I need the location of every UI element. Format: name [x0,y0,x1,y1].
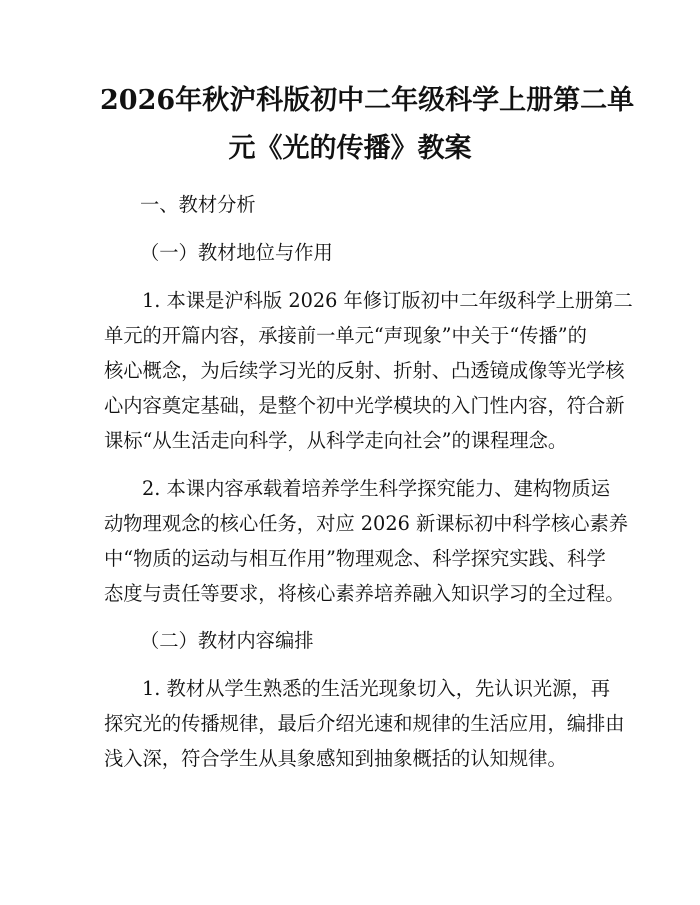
section-heading-materials-analysis: 一、教材分析 [140,193,256,216]
paragraph-line: 动物理观念的核心任务，对应 2026 新课标初中科学核心素养 [104,512,629,535]
document-title-line-1: 2026年秋沪科版初中二年级科学上册第二单 [100,85,635,116]
subsection-heading-content-arrangement: （二）教材内容编排 [140,629,314,652]
paragraph-line: 单元的开篇内容，承接前一单元“声现象”中关于“传播”的 [104,324,587,347]
document-title-line-2: 元《光的传播》教案 [228,133,472,164]
paragraph-line: 1. 本课是沪科版 2026 年修订版初中二年级科学上册第二 [142,289,633,312]
paragraph-line: 课标“从生活走向科学，从科学走向社会”的课程理念。 [104,429,568,452]
paragraph-line: 2. 本课内容承载着培养学生科学探究能力、建构物质运 [142,477,610,500]
paragraph-line: 心内容奠定基础，是整个初中光学模块的入门性内容，符合新 [104,394,625,417]
paragraph-line: 1. 教材从学生熟悉的生活光现象切入，先认识光源，再 [142,677,610,700]
paragraph-line: 探究光的传播规律，最后介绍光速和规律的生活应用，编排由 [104,712,625,735]
paragraph-line: 中“物质的运动与相互作用”物理观念、科学探究实践、科学 [104,547,606,570]
paragraph-line: 核心概念，为后续学习光的反射、折射、凸透镜成像等光学核 [104,359,625,382]
subsection-heading-status-role: （一）教材地位与作用 [140,241,333,264]
paragraph-line: 浅入深，符合学生从具象感知到抽象概括的认知规律。 [104,747,567,770]
paragraph-line: 态度与责任等要求，将核心素养培养融入知识学习的全过程。 [104,582,625,605]
